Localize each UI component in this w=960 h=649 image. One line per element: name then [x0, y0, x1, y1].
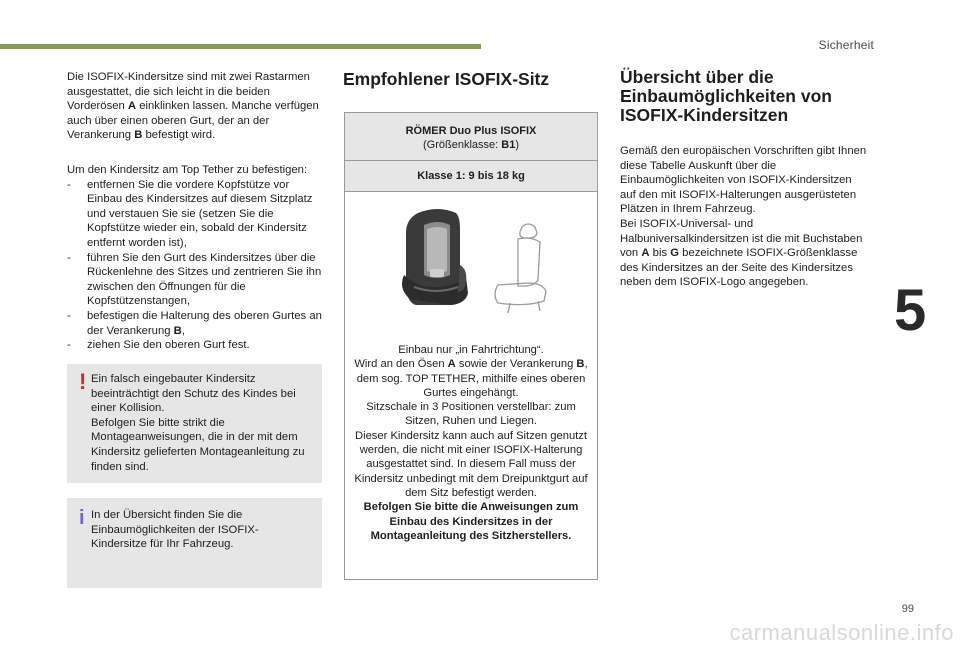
overview-heading: Übersicht über die Einbaumöglichkeiten von ISOFIX-Kindersitzen [620, 67, 832, 125]
warning-icon: ! [79, 369, 87, 394]
recommended-seat-heading: Empfohlener ISOFIX-Sitz [343, 69, 550, 89]
seat-note-bold: Befolgen Sie bitte die Anweisungen zum Einbau des Kindersitzes in der Montageanleitung des Sitzherstellers. [363, 501, 579, 542]
seat-name: RÖMER Duo Plus ISOFIX [405, 125, 537, 137]
list-item: - entfernen Sie die vordere Kopfstütze vor Einbau des Kindersitzes auf diesem Sitzplatz und verstauen Sie sie (setzen Sie die Kopfstütze wieder ein, sobald der Kindersitz entfernt worden ist), [67, 178, 323, 251]
warning-text: Ein falsch eingebauter Kindersitz beeinträchtigt den Schutz des Kindes bei einer Kollision. Befolgen Sie bitte strikt die Montageanweisungen, die in der mit dem Kindersitz gelieferten Montageanleitung zu finden sind. [91, 373, 305, 473]
list-item: - führen Sie den Gurt des Kindersitzes über die Rückenlehne des Sitzes und zentrieren Sie ihn zwischen den Öffnungen für die Kopfstützenstangen, [67, 251, 323, 309]
child-seat-image [400, 205, 550, 315]
chapter-number: 5 [894, 278, 927, 343]
info-icon: i [79, 507, 85, 529]
size-class: (Größenklasse: B1) [423, 139, 519, 151]
overview-paragraph: Gemäß den europäischen Vorschriften gibt Ihnen diese Tabelle Auskunft über die Einbaumöglichkeiten von ISOFIX-Kindersitzen auf den mit ISOFIX-Halterungen ausgerüsteten Plätzen in Ihrem Fahrzeug. Bei ISOFIX-Universal- und Halbuniversalkindersitzen ist die mit Buchstaben von A bis G bezeichnete ISOFIX-Größenklasse des Kindersitzes an der Seite des Kindersitzes neben dem ISOFIX-Logo angegeben. [620, 145, 867, 289]
isofix-intro-paragraph: Die ISOFIX-Kindersitze sind mit zwei Rastarmen ausgestattet, die sich leicht in die beiden Vorderösen A einklinken lassen. Manche verfügen auch über einen oberen Gurt, der an der Verankerung B befestigt wird. [67, 71, 319, 142]
weight-class: Klasse 1: 9 bis 18 kg [345, 161, 597, 192]
warning-box [67, 364, 322, 483]
page-number: 99 [901, 603, 914, 615]
watermark-logo: carmanualsonline.info [729, 620, 954, 645]
seat-name-cell [345, 113, 597, 161]
info-box [67, 498, 322, 588]
right-column [620, 68, 870, 290]
left-column [67, 70, 323, 353]
info-text: In der Übersicht finden Sie die Einbaumöglichkeiten der ISOFIX-Kindersitze für Ihr Fahrzeug. [91, 509, 259, 551]
top-tether-intro: Um den Kindersitz am Top Tether zu befestigen: [67, 163, 308, 176]
section-label: Sicherheit [818, 38, 874, 52]
seat-description: Einbau nur „in Fahrtrichtung“. Wird an den Ösen A sowie der Verankerung B, dem sog. TOP TETHER, mithilfe eines oberen Gurtes eingehängt. Sitzschale in 3 Positionen verstellbar: zum Sitzen, Ruhen und Liegen. Dieser Kindersitz kann auch auf Sitzen genutzt werden, die nicht mit einer ISOFIX-Halterung ausgestattet sind. In diesem Fall muss der Kindersitz unbedingt mit dem Dreipunktgurt auf dem Sitz befestigt werden. Befolgen Sie bitte die Anweisungen zum Einbau des Kindersitzes in der Montageanleitung des Sitzherstellers. [349, 343, 593, 543]
top-tether-steps [67, 178, 323, 353]
seat-table [344, 112, 598, 580]
list-item: - befestigen die Halterung des oberen Gurtes an der Verankerung B, [67, 309, 323, 338]
child-seat-icon [402, 209, 468, 305]
vehicle-seat-outline-icon [495, 224, 546, 313]
list-item: - ziehen Sie den oberen Gurt fest. [67, 338, 323, 353]
header-accent-bar [0, 44, 481, 49]
